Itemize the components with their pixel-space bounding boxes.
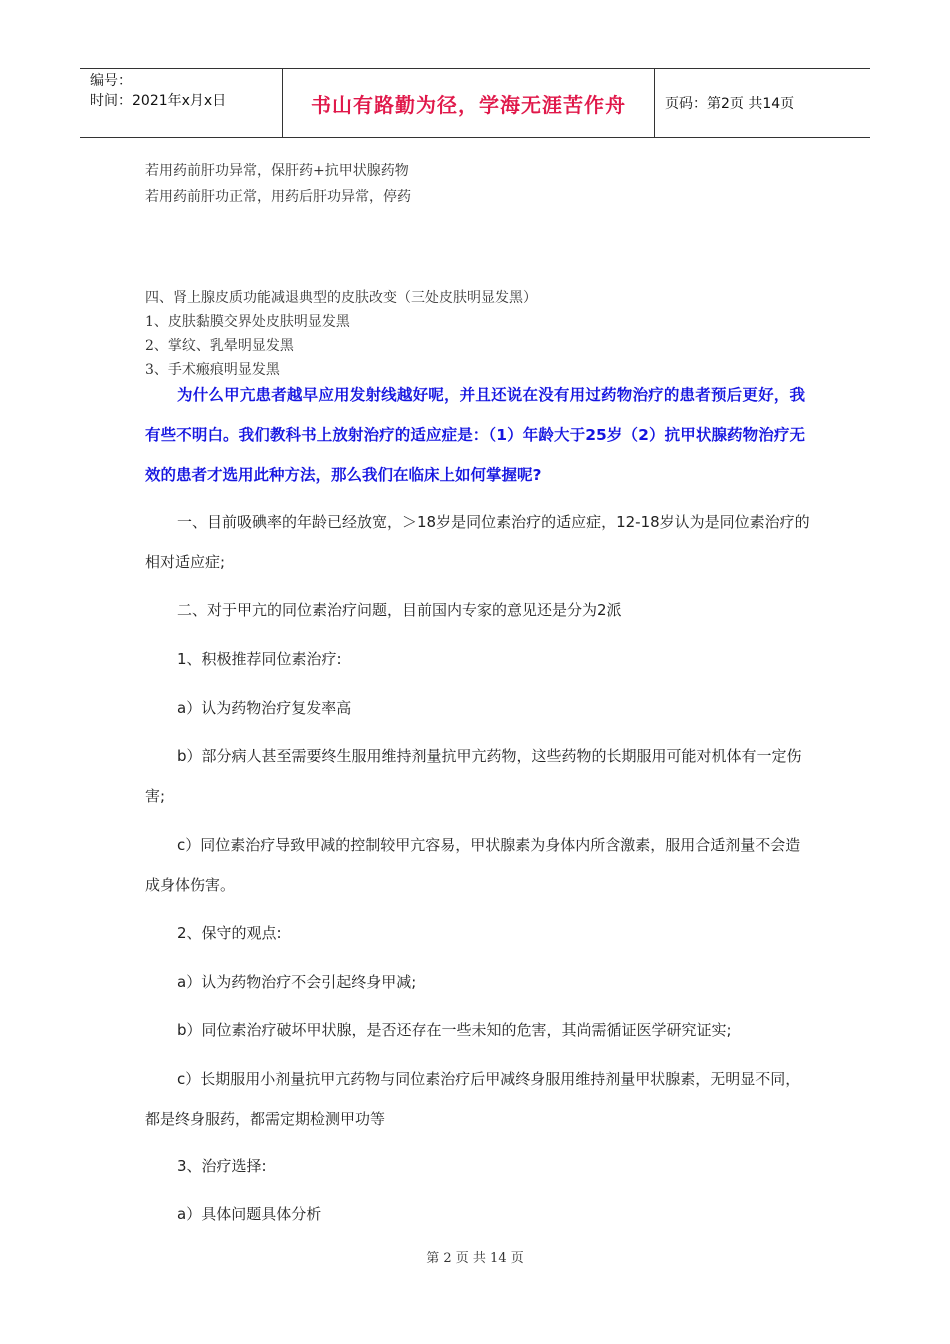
page-footer: 第 2 页 共 14 页 [426, 1251, 524, 1266]
section4-item-3: 3、手术瘢痕明显发黑 [145, 362, 280, 378]
answer-p8: a）认为药物治疗不会引起终身甲减; [177, 973, 417, 991]
answer-p4: a）认为药物治疗复发率高 [177, 699, 352, 717]
answer-p11: 3、治疗选择: [177, 1157, 267, 1175]
section4-title: 四、肾上腺皮质功能减退典型的皮肤改变（三处皮肤明显发黑） [145, 290, 537, 306]
liver-line-1: 若用药前肝功异常，保肝药+抗甲状腺药物 [145, 163, 409, 179]
liver-line-2: 若用药前肝功正常，用药后肝功异常，停药 [145, 189, 411, 205]
header-page-code: 页码：第2页 共14页 [665, 96, 795, 112]
section4-item-1: 1、皮肤黏膜交界处皮肤明显发黑 [145, 314, 350, 330]
answer-p3: 1、积极推荐同位素治疗: [177, 650, 342, 668]
answer-p2: 二、对于甲亢的同位素治疗问题，目前国内专家的意见还是分为2派 [177, 601, 622, 619]
number-label: 编号： [90, 73, 132, 89]
page-header [80, 68, 870, 138]
question-paragraph: 为什么甲亢患者越早应用发射线越好呢，并且还说在没有用过药物治疗的患者预后更好，我有些不明白。我们教科书上放射治疗的适应症是：（1）年龄大于25岁（2）抗甲状腺药物治疗无效的患者才选用此种方法，那么我们在临床上如何掌握呢? [145, 386, 805, 484]
answer-p6: c）同位素治疗导致甲减的控制较甲亢容易，甲状腺素为身体内所含激素，服用合适剂量不会造成身体伤害。 [145, 836, 801, 894]
answer-p10: c）长期服用小剂量抗甲亢药物与同位素治疗后甲减终身服用维持剂量甲状腺素，无明显不同，都是终身服药，都需定期检测甲功等 [145, 1070, 801, 1128]
section4-item-2: 2、掌纹、乳晕明显发黑 [145, 338, 294, 354]
answer-p5: b）部分病人甚至需要终生服用维持剂量抗甲亢药物，这些药物的长期服用可能对机体有一定伤害; [145, 747, 802, 805]
answer-p7: 2、保守的观点: [177, 924, 282, 942]
answer-p1: 一、目前吸碘率的年龄已经放宽，＞18岁是同位素治疗的适应症，12-18岁认为是同位素治疗的相对适应症; [145, 513, 810, 571]
answer-p9: b）同位素治疗破坏甲状腺，是否还存在一些未知的危害，其尚需循证医学研究证实; [177, 1021, 732, 1039]
date-label: 时间：2021年x月x日 [90, 93, 227, 109]
header-motto: 书山有路勤为径，学海无涯苦作舟 [283, 69, 655, 137]
answer-p12: a）具体问题具体分析 [177, 1205, 322, 1223]
header-meta [80, 69, 283, 137]
